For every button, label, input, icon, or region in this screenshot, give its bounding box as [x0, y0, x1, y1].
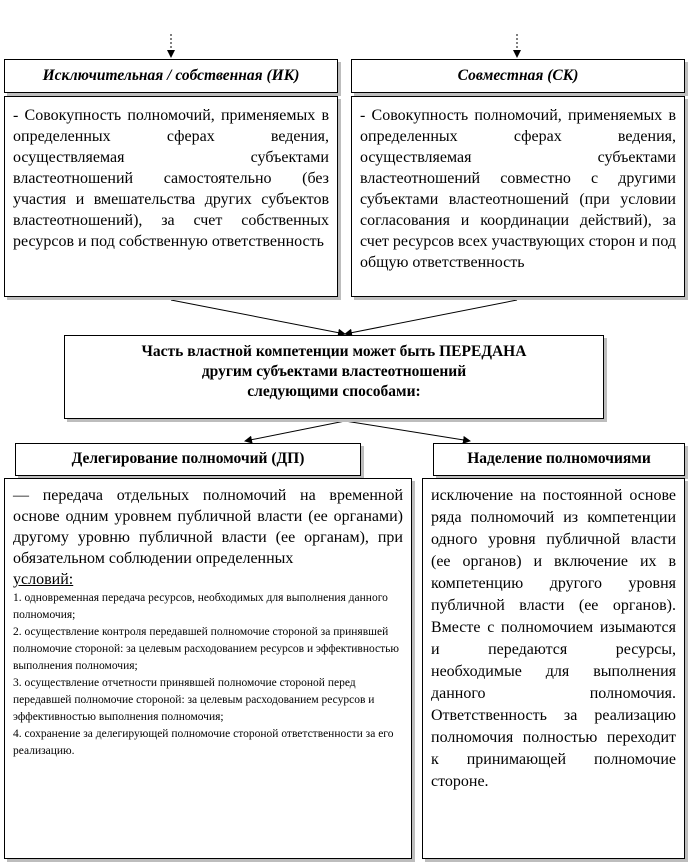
arrow-joint-to-transfer	[345, 300, 517, 334]
joint-title: Совместная (СК)	[457, 67, 579, 84]
delegation-title: Делегирование полномочий (ДП)	[71, 450, 305, 467]
exclusive-text-box	[4, 96, 338, 297]
condition-item: 1. одновременная передача ресурсов, необходимых для выполнения данного полномочия;	[13, 592, 388, 621]
endowment-text-box	[422, 478, 685, 859]
endowment-title: Наделение полномочиями	[467, 450, 651, 467]
arrow-transfer-to-endowment	[345, 421, 470, 441]
exclusive-title-box	[4, 59, 338, 93]
transfer-line-2: другим субъектами властеотношений	[201, 363, 467, 380]
joint-text: - Совокупность полномочий, применяемых в определенных сферах ведения, осуществляемая субъектами властеотношений совместно с другими субъектами властеотношений (при условии согласования и координации действий), за счет ресурсов всех участвующих сторон и под общую ответственность	[360, 107, 676, 271]
delegation-text-box	[4, 478, 412, 859]
condition-item: 2. осуществление контроля передавшей полномочие стороной за принявшей полномочие стороной: за целевым расходованием ресурсов и эффективностью выполнения полномочия;	[13, 626, 399, 672]
arrow-exclusive-to-transfer	[171, 300, 345, 334]
joint-title-box	[351, 59, 685, 93]
delegation-conditions-label: условий:	[13, 571, 74, 588]
transfer-box	[64, 335, 604, 419]
joint-text-box	[351, 96, 685, 297]
condition-item: 3. осуществление отчетности принявшей полномочие стороной перед передавшей полномочие стороной: за целевым расходованием ресурсов и эффективностью выполнения полномочия;	[13, 677, 375, 723]
condition-item: 4. сохранение за делегирующей полномочие стороной ответственности за его реализацию.	[13, 728, 394, 757]
transfer-line-1: Часть властной компетенции может быть ПЕРЕДАНА	[141, 343, 527, 360]
transfer-line-3: следующими способами:	[247, 383, 421, 400]
endowment-title-box	[433, 443, 685, 476]
exclusive-text: - Совокупность полномочий, применяемых в определенных сферах ведения, осуществляемая субъектами властеотношений самостоятельно (без участия и вмешательства других субъектов властеотношений), за счет собственных ресурсов и под собственную ответственность	[13, 107, 329, 250]
arrow-transfer-to-delegation	[245, 421, 345, 441]
delegation-conditions-list	[13, 590, 403, 760]
delegation-title-box	[15, 443, 361, 476]
endowment-text: исключение на постоянной основе ряда полномочий из компетенции одного уровня публичной власти (ее органов) и включение их в компетенцию другого уровня публичной власти (ее органов). Вместе с полномочием изымаются и передаются ресурсы, необходимые для выполнения данного полномочия. Ответственность за реализацию полномочия полностью переходит к принимающей полномочие стороне.	[431, 487, 676, 790]
delegation-text: — передача отдельных полномочий на временной основе одним уровнем публичной власти (ее органами) другому уровню публичной власти (ее органам), при обязательном соблюдении определенных	[13, 487, 403, 567]
exclusive-title: Исключительная / собственная (ИК)	[42, 67, 300, 84]
